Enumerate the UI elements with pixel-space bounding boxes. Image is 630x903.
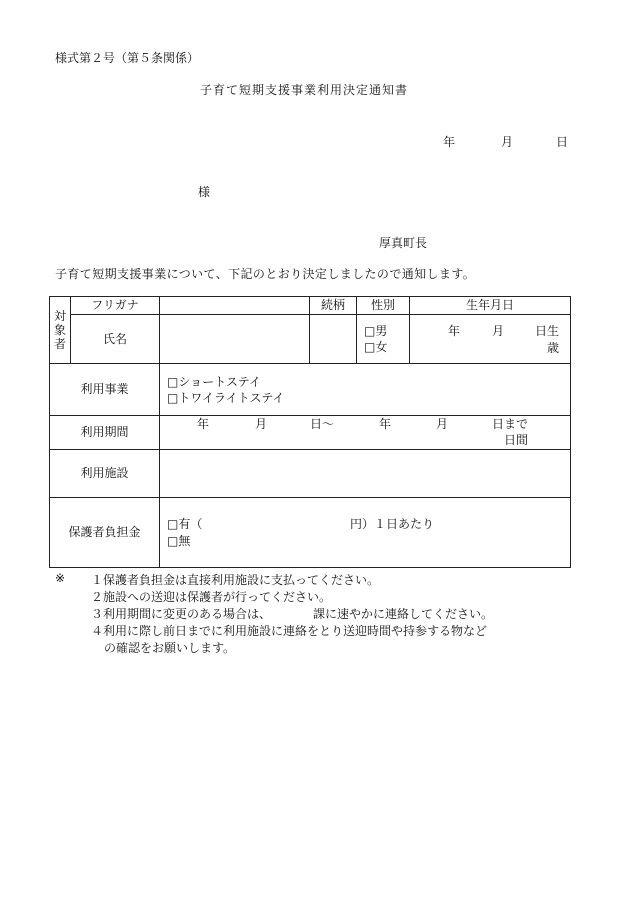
birth-day-unit: 日生 (535, 324, 560, 338)
note-item: １保護者負担金は直接利用施設に支払ってください。 (91, 573, 380, 587)
recipient-honorific: 様 (198, 185, 211, 199)
facility-field[interactable] (160, 450, 571, 498)
birth-month-unit: 月 (492, 324, 505, 338)
date-year-label: 年 (443, 135, 456, 149)
form-number-label: 様式第２号（第５条関係） (55, 51, 200, 65)
birthdate-field[interactable] (410, 315, 571, 364)
period-field[interactable] (160, 416, 571, 450)
gender-label: 性別 (357, 297, 410, 315)
gender-male-checkbox[interactable]: □男 (364, 324, 388, 338)
period-start-day: 日～ (310, 417, 335, 431)
fee-amount-unit: 円）１日あたり (350, 517, 435, 531)
period-end-until: 日まで (492, 417, 529, 431)
note-item: ２施設への送迎は保護者が行ってください。 (91, 590, 332, 604)
service-label: 利用事業 (50, 364, 160, 416)
subject-label-char: 者 (53, 337, 66, 351)
subject-header-cell (50, 297, 71, 364)
period-start-year: 年 (197, 417, 210, 431)
fee-no-checkbox[interactable]: □無 (167, 534, 191, 548)
short-stay-checkbox[interactable]: □ショートステイ (167, 374, 261, 389)
furigana-label: フリガナ (71, 297, 160, 315)
age-unit: 歳 (547, 341, 560, 355)
name-label: 氏名 (71, 315, 160, 364)
note-item: ４利用に際し前日までに利用施設に連絡をとり送迎時間や持参する物など (91, 624, 488, 638)
date-day-label: 日 (556, 135, 569, 149)
period-end-year: 年 (379, 417, 392, 431)
name-field[interactable] (160, 315, 310, 364)
fee-yes-checkbox[interactable]: □有（ (167, 517, 203, 531)
period-label: 利用期間 (50, 416, 160, 450)
notes-mark: ※ (55, 571, 66, 585)
period-days-unit: 日間 (504, 433, 529, 447)
relationship-field[interactable] (310, 315, 357, 364)
note-item: ３利用期間に変更のある場合は、 課に速やかに連絡してください。 (91, 607, 494, 621)
subject-label-char: 対 (53, 309, 66, 323)
decision-form-table (49, 296, 571, 568)
period-start-month: 月 (255, 417, 268, 431)
subject-label-char: 象 (53, 323, 66, 337)
service-options (160, 364, 571, 416)
intro-text: 子育て短期支援事業について、下記のとおり決定しましたので通知します。 (55, 267, 476, 281)
relationship-label: 続柄 (310, 297, 357, 315)
fee-label: 保護者負担金 (50, 498, 160, 568)
twilight-stay-checkbox[interactable]: □トワイライトステイ (167, 390, 285, 405)
gender-field (357, 315, 410, 364)
document-title: 子育て短期支援事業利用決定通知書 (200, 83, 409, 97)
fee-field (160, 498, 571, 568)
gender-female-checkbox[interactable]: □女 (364, 340, 388, 354)
birthdate-label: 生年月日 (410, 297, 571, 315)
note-item: の確認をお願いします。 (104, 641, 236, 655)
date-month-label: 月 (501, 135, 514, 149)
furigana-field[interactable] (160, 297, 310, 315)
period-end-month: 月 (436, 417, 449, 431)
facility-label: 利用施設 (50, 450, 160, 498)
issuer-name: 厚真町長 (379, 236, 428, 250)
birth-year-unit: 年 (448, 324, 461, 338)
